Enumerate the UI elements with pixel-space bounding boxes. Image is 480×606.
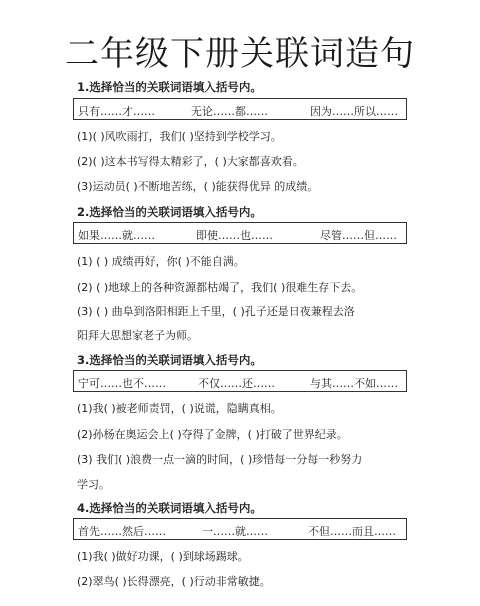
- word-option: 尽管……但……: [320, 229, 397, 242]
- exercise-line: (1)( )风吹雨打，我们( )坚持到学校学习。: [77, 130, 282, 143]
- word-option: 无论……都……: [191, 105, 268, 118]
- exercise-line: (1)我( )做好功课，( )到球场踢球。: [77, 550, 249, 563]
- exercise-line: (2) ( )地球上的各种资源都枯竭了，我们( )很难生存下去。: [77, 281, 363, 294]
- word-option: 即使……也……: [196, 229, 273, 242]
- exercise-line: (1)我( )被老师责罚，( )说谎，隐瞒真相。: [77, 402, 282, 415]
- page-title: 二年级下册关联词造句: [65, 34, 415, 74]
- exercise-line: (1) ( ) 成绩再好，你( )不能自满。: [77, 255, 245, 268]
- section-2-word-box: [73, 222, 407, 244]
- word-option: 一……就……: [202, 525, 268, 538]
- exercise-line: (3) 我们( )浪费一点一滴的时间，( )珍惜每一分每一秒努力: [77, 453, 363, 466]
- section-3-heading: 3.选择恰当的关联词语填入括号内。: [77, 353, 262, 367]
- word-option: 因为……所以……: [310, 105, 398, 118]
- exercise-line: 学习。: [77, 478, 110, 491]
- word-option: 如果……就……: [78, 229, 155, 242]
- section-4-heading: 4.选择恰当的关联词语填入括号内。: [77, 501, 262, 515]
- word-option: 与其……不如……: [310, 377, 398, 390]
- exercise-line: (2)翠鸟( )长得漂亮，( )行动非常敏捷。: [77, 575, 271, 588]
- section-4-word-box: [73, 518, 407, 540]
- word-option: 只有……才……: [78, 105, 155, 118]
- exercise-line: (2)( )这本书写得太精彩了，( )大家都喜欢看。: [77, 155, 304, 168]
- exercise-line: (3) ( ) 曲阜到洛阳相距上千里，( )孔子还是日夜兼程去洛: [77, 305, 355, 318]
- exercise-line: (2)孙杨在奥运会上( )夺得了金牌，( )打破了世界纪录。: [77, 428, 348, 441]
- exercise-line: (3)运动员( )不断地苦练，( )能获得优异 的成绩。: [77, 180, 319, 193]
- exercise-line: 阳拜大思想家老子为师。: [77, 329, 198, 342]
- section-2-heading: 2.选择恰当的关联词语填入括号内。: [77, 205, 262, 219]
- section-1-heading: 1.选择恰当的关联词语填入括号内。: [77, 80, 262, 94]
- section-3-word-box: [73, 370, 407, 392]
- word-option: 宁可……也不……: [78, 377, 166, 390]
- word-option: 不但……而且……: [308, 525, 396, 538]
- word-option: 不仅……还……: [198, 377, 275, 390]
- word-option: 首先……然后……: [78, 525, 166, 538]
- section-1-word-box: [73, 98, 407, 120]
